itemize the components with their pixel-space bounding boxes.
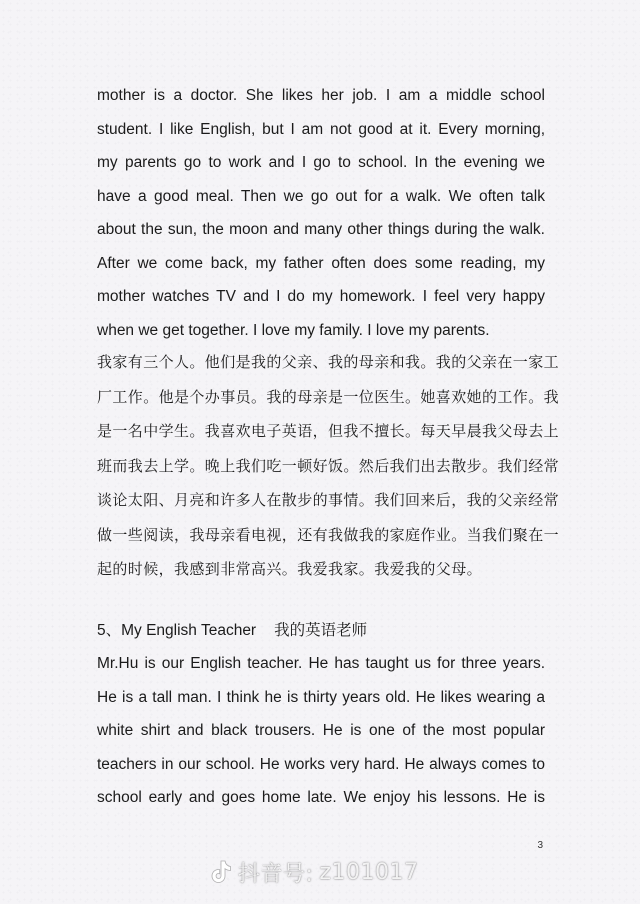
section-heading [97,619,367,643]
text-line: 起的时候，我感到非常高兴。我爱我家。我爱我的父母。 [97,560,483,578]
text-line: student. I like English, but I am not good at it. Every morning, [97,120,545,138]
section-heading-en: 5、My English Teacher [97,622,257,639]
text-line: He is a tall man. I think he is thirty years old. He likes wearing a [97,688,545,706]
douyin-logo-icon [208,859,232,885]
text-line: teachers in our school. He works very hard. He always comes to [97,755,545,773]
watermark-platform: 抖音号: [238,861,314,887]
text-line: white shirt and black trousers. He is one of the most popular [97,722,545,739]
text-line: my parents go to work and I go to school. In the evening we [97,154,545,171]
english-paragraph-teacher [97,647,545,815]
text-line: 厂工作。他是个办事员。我的母亲是一位医生。她喜欢她的工作。我 [97,387,560,406]
text-line: when we get together. I love my family. I love my parents. [97,321,490,339]
text-line: After we come back, my father often does some reading, my [97,254,545,272]
text-line: mother watches TV and I do my homework. I feel very happy [97,288,545,305]
text-line: 我家有三个人。他们是我的父亲、我的母亲和我。我的父亲在一家工 [97,353,560,371]
chinese-paragraph-family [97,345,560,587]
text-line: 班而我去上学。晚上我们吃一顿好饭。然后我们出去散步。我们经常 [97,456,560,475]
watermark [208,856,418,888]
watermark-account-id: z101017 [319,859,419,885]
page-number: 3 [537,840,543,851]
text-line: about the sun, the moon and many other things during the walk. [97,221,545,238]
english-paragraph-family [97,79,545,347]
text-line: mother is a doctor. She likes her job. I am a middle school [97,87,545,104]
section-heading-zh: 我的英语老师 [274,622,368,639]
text-line: Mr.Hu is our English teacher. He has taught us for three years. [97,655,545,672]
text-line: 谈论太阳、月亮和许多人在散步的事情。我们回来后，我的父亲经常 [97,491,560,509]
text-line: have a good meal. Then we go out for a walk. We often talk [97,187,545,205]
text-line: 是一名中学生。我喜欢电子英语，但我不擅长。每天早晨我父母去上 [97,422,560,440]
text-line: 做一些阅读，我母亲看电视，还有我做我的家庭作业。当我们聚在一 [97,525,560,544]
text-line: school early and goes home late. We enjoy his lessons. He is [97,789,545,806]
